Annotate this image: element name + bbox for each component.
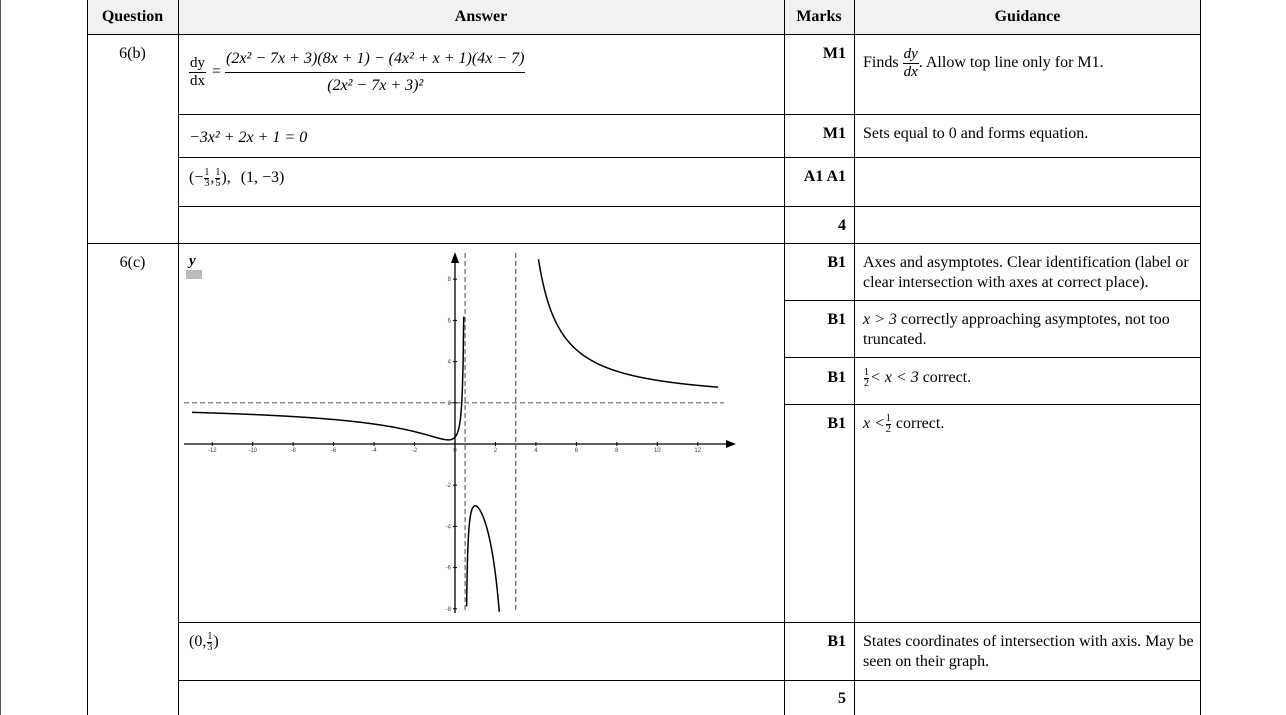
row-line <box>87 34 1201 35</box>
marks-b1: B1 <box>827 311 846 328</box>
derivative-expression <box>189 46 779 99</box>
inequality: < x < 3 <box>870 369 919 387</box>
y-tick-label: 8 <box>447 277 451 284</box>
equals-sign: = <box>212 63 222 81</box>
guidance-text: Sets equal to 0 and forms equation. <box>863 125 1089 142</box>
mark-scheme-table <box>87 0 1201 715</box>
coord-text: ), <box>221 169 231 187</box>
x-axis-arrow <box>726 440 736 448</box>
x-tick-label: 6 <box>574 448 579 454</box>
row-line <box>178 206 1201 207</box>
guidance-x-gt-3 <box>863 310 1198 350</box>
row-line <box>178 680 1201 681</box>
equation-answer: −3x² + 2x + 1 = 0 <box>189 129 308 146</box>
y-tick-label: 2 <box>447 400 451 407</box>
x-tick-label: 4 <box>534 448 538 454</box>
y-tick-label: -4 <box>445 524 451 531</box>
header-guidance: Guidance <box>994 8 1061 25</box>
guidance-text: correct. <box>895 415 945 433</box>
dy-label: dy <box>903 46 918 62</box>
frac-num: 1 <box>885 413 891 424</box>
header-answer: Answer <box>454 8 508 25</box>
question-label-6b: 6(b) <box>119 45 146 62</box>
guidance-text: correctly approaching asymptotes, not too truncated. <box>863 311 1170 348</box>
x-tick-label: 8 <box>615 448 619 454</box>
guidance-finds-derivative <box>863 46 1198 81</box>
curve-left-branch <box>192 317 464 440</box>
y-tick-label: -6 <box>445 565 451 572</box>
marks-b1: B1 <box>827 415 846 432</box>
intersection-answer <box>189 632 219 653</box>
x-tick-label: 10 <box>653 448 661 454</box>
row-line <box>87 243 1201 244</box>
dx-label: dx <box>903 64 918 80</box>
graph-y-label: y <box>189 253 196 269</box>
dx-label: dx <box>190 73 205 89</box>
x-tick-label: 2 <box>493 448 498 454</box>
y-axis-arrow <box>451 252 459 263</box>
coordinates-answer <box>189 168 284 189</box>
inequality: x > 3 <box>863 311 897 328</box>
x-tick-label: -2 <box>411 448 418 454</box>
frac-den: 3 <box>204 178 210 189</box>
inequality: x < <box>863 415 885 433</box>
y-tick-label: 6 <box>447 318 451 325</box>
guidance-text: Finds <box>863 54 899 72</box>
y-tick-label: -2 <box>445 483 451 490</box>
guidance-text: correct. <box>922 369 972 387</box>
frac-num: 1 <box>207 631 213 642</box>
guidance-middle-interval <box>863 368 1198 389</box>
guidance-x-lt-half <box>863 414 1198 435</box>
marks-b1: B1 <box>827 254 846 271</box>
row-line <box>178 114 1201 115</box>
marks-m1: M1 <box>822 45 846 62</box>
row-line <box>784 357 1201 358</box>
guidance-text: States coordinates of intersection with axis. May be seen on their graph. <box>863 633 1194 670</box>
guidance-text: . Allow top line only for M1. <box>918 54 1104 72</box>
x-tick-label: 12 <box>694 448 702 454</box>
marks-total: 4 <box>838 217 846 234</box>
frac-num: 1 <box>215 167 221 178</box>
question-label-6c: 6(c) <box>119 254 146 271</box>
guidance-text: Axes and asymptotes. Clear identification (label or clear intersection with axes at correct place). <box>863 254 1189 291</box>
marks-b1: B1 <box>827 369 846 386</box>
col-line <box>178 0 179 715</box>
curve-right-branch <box>538 259 718 387</box>
y-tick-label: -8 <box>445 606 451 613</box>
sketch-graph <box>182 247 742 619</box>
x-tick-label: -4 <box>371 448 377 454</box>
coord-text: , <box>210 169 215 187</box>
frac-den: 3 <box>207 642 213 653</box>
graph-tag <box>186 270 202 279</box>
x-tick-label: -10 <box>248 448 258 454</box>
coord-text: ) <box>213 633 219 651</box>
coord-text: (− <box>189 169 204 187</box>
x-tick-label: 0 <box>453 448 457 454</box>
frac-den: 2 <box>885 424 891 435</box>
quotient-denominator: (2x² − 7x + 3)² <box>327 77 424 94</box>
dy-label: dy <box>190 55 205 71</box>
header-marks: Marks <box>796 8 842 25</box>
frac-den: 2 <box>864 378 869 389</box>
x-tick-label: -12 <box>207 448 217 454</box>
page-left-border <box>0 0 1 715</box>
frac-num: 1 <box>864 367 869 378</box>
marks-a1a1: A1 A1 <box>803 168 846 185</box>
marks-m1: M1 <box>822 125 846 142</box>
x-tick-label: -6 <box>330 448 337 454</box>
frac-num: 1 <box>204 167 210 178</box>
row-line <box>784 404 1201 405</box>
y-tick-label: 4 <box>447 359 451 366</box>
curve-middle-branch <box>467 506 500 612</box>
col-line <box>87 0 88 715</box>
marks-total: 5 <box>838 690 846 707</box>
row-line <box>178 157 1201 158</box>
row-line <box>178 622 1201 623</box>
x-tick-label: -8 <box>290 448 296 454</box>
header-question: Question <box>101 8 164 25</box>
coord-text: (1, −3) <box>240 169 285 187</box>
coord-text: (0, <box>189 633 207 651</box>
frac-den: 5 <box>215 178 221 189</box>
row-line <box>784 300 1201 301</box>
marks-b1: B1 <box>827 633 846 650</box>
quotient-numerator: (2x² − 7x + 3)(8x + 1) − (4x² + x + 1)(4x − 7) <box>225 46 525 73</box>
